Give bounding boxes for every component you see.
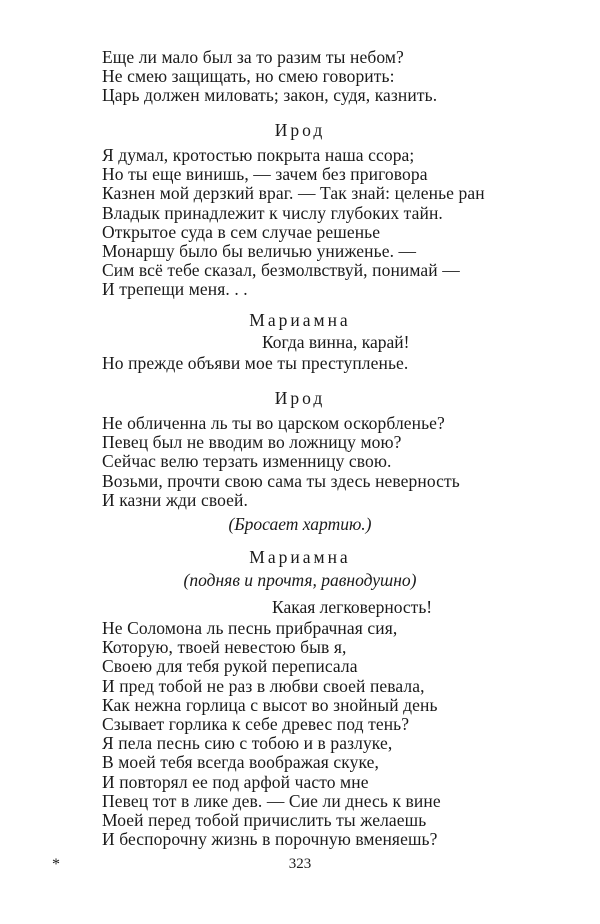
verse-line: Сейчас велю терзать изменницу свою. (102, 451, 392, 472)
speaker-name: Ирод (274, 388, 326, 408)
verse-line: Казнен мой дерзкий враг. — Так знай: целенье ран (102, 183, 485, 204)
verse-line: Не обличенна ль ты во царском оскорбленье? (102, 413, 445, 433)
speaker-name: Ирод (274, 120, 326, 140)
verse-line: Не смею защищать, но смею говорить: (102, 66, 395, 87)
verse-line: В моей тебя всегда воображая скуке, (102, 752, 379, 773)
verse-line-indented: Какая легковерность! (272, 597, 433, 617)
page-number: 323 (288, 856, 312, 872)
verse-line: Моей перед тобой причислить ты желаешь (102, 810, 427, 831)
verse-line: Но прежде объяви мое ты преступленье. (102, 353, 409, 373)
verse-line: Но ты еще винишь, — зачем без приговора (102, 164, 428, 185)
verse-line: Своею для тебя рукой переписала (102, 656, 358, 677)
verse-stanza-3 (102, 354, 572, 373)
footnote-asterisk: * (52, 856, 60, 873)
verse-line: Сим всё тебе сказал, безмолвствуй, понимай — (102, 260, 460, 281)
verse-line: Царь должен миловать; закон, судя, казнить. (102, 85, 438, 106)
stage-direction: (Бросает хартию.) (228, 514, 372, 534)
speaker-name: Мариамна (249, 547, 351, 567)
verse-line: Я думал, кротостью покрыта наша ссора; (102, 145, 415, 165)
verse-line: Как нежна горлица с высот во знойный день (102, 694, 438, 715)
verse-line: И повторял ее под арфой часто мне (102, 771, 369, 792)
verse-line: Я пела песнь сию с тобою и в разлуке, (102, 733, 393, 754)
verse-line: Монаршу было бы величью униженье. — (102, 241, 417, 262)
verse-line: Владык принадлежит к числу глубоких тайн. (102, 202, 443, 223)
verse-line: И пред тобой не раз в любви своей певала, (102, 675, 425, 696)
verse-stanza-1 (102, 48, 572, 106)
verse-stanza-2 (102, 146, 572, 300)
verse-line: Сзывает горлика к себе древес под тень? (102, 714, 410, 735)
verse-line: Возьми, прочти свою сама ты здесь неверность (102, 470, 460, 491)
verse-stanza-4 (102, 414, 572, 510)
speaker-name: Мариамна (249, 310, 351, 330)
verse-line: Не Соломона ль песнь прибрачная сия, (102, 618, 398, 638)
verse-stanza-5 (102, 619, 572, 849)
verse-line: Певец тот в лике дев. — Сие ли днесь к вине (102, 790, 441, 811)
verse-line: Открытое суда в сем случае решенье (102, 221, 381, 242)
verse-line: И трепещи меня. . . (102, 279, 248, 300)
verse-line: И беспорочну жизнь в порочную вменяешь? (102, 829, 438, 850)
verse-line: Которую, твоей невестою быв я, (102, 637, 347, 658)
stage-direction: (подняв и прочтя, равнодушно) (183, 570, 417, 590)
verse-line: Еще ли мало был за то разим ты небом? (102, 47, 404, 67)
verse-line: Певец был не вводим во ложницу мою? (102, 432, 402, 453)
verse-line: И казни жди своей. (102, 489, 248, 510)
verse-line-indented: Когда винна, карай! (262, 332, 410, 352)
